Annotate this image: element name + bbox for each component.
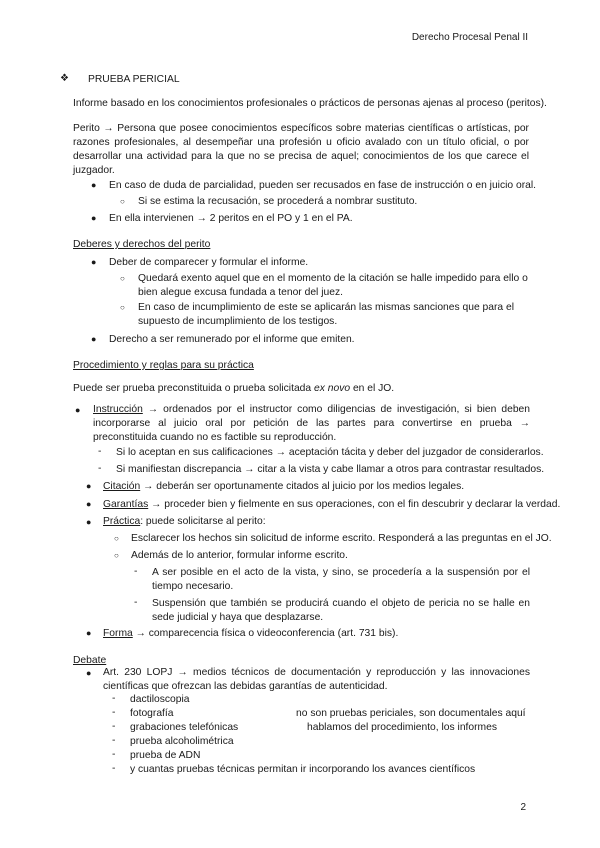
perito-definition: Perito → Persona que posee conocimientos específicos sobre materias científicas o artísticas, por razones profesionales, al desempeñar una profesión u oficio avalado con un título oficial, o por desarrollar una actividad para la que no se precisa de aquel; conocimientos de los que carece el juzgador. [73, 123, 529, 176]
dash-bullet: - [112, 721, 116, 732]
debate-list-item: y cuantas pruebas técnicas permitan ir incorporando los avances científicos [130, 764, 476, 775]
bullet-peritos: En ella intervienen → 2 peritos en el PO y 1 en el PA. [109, 213, 353, 224]
bullet-icon: ● [86, 499, 92, 509]
dash-bullet: - [112, 749, 116, 760]
dash-bullet: - [112, 693, 116, 704]
bullet-icon: ● [86, 517, 92, 527]
intro-paragraph: Informe basado en los conocimientos profesionales o prácticos de personas ajenas al proceso (peritos). [73, 98, 547, 109]
diamond-bullet-icon: ❖ [60, 73, 69, 84]
debate-heading: Debate [73, 655, 107, 666]
practica-item: Práctica: puede solicitarse al perito: [103, 516, 266, 527]
debate-list-item: grabaciones telefónicas [130, 722, 239, 733]
bullet-icon: ● [91, 257, 97, 267]
deberes-heading: Deberes y derechos del perito [73, 239, 211, 250]
forma-item: Forma → comparecencia física o videoconferencia (art. 731 bis). [103, 628, 399, 639]
dash-bullet: - [98, 446, 102, 457]
procedimiento-heading: Procedimiento y reglas para su práctica [73, 360, 254, 371]
circle-bullet-icon: ○ [120, 274, 125, 283]
debate-list-item: dactiloscopia [130, 694, 190, 705]
dash-bullet: - [134, 597, 138, 608]
circle-bullet-icon: ○ [114, 534, 119, 543]
sub-exento: Quedará exento aquel que en el momento de la citación se halle impedido para ello o bien alegue excusa fundada a tenor del juez. [138, 273, 528, 298]
debate-list-item: fotografía [130, 708, 174, 719]
citacion-item: Citación → deberán ser oportunamente citados al juicio por los medios legales. [103, 481, 465, 492]
sub-incumplimiento: En caso de incumplimiento de este se aplicarán las mismas sanciones que para el supuesto de incumplimiento de los testigos. [138, 302, 515, 327]
page-number: 2 [520, 802, 526, 813]
instruccion-item: Instrucción → ordenados por el instructor como diligencias de investigación, si bien deben incorporarse al juicio oral por petición de las partes para convertirse en prueba → preconstituida cuando no es factible su reproducción. [93, 404, 530, 443]
dash-bullet: - [112, 735, 116, 746]
bullet-icon: ● [91, 180, 97, 190]
sub-bullet-sustituto: Si se estima la recusación, se procederá a nombrar sustituto. [138, 196, 418, 207]
instruccion-sub-discrepancia: Si manifiestan discrepancia → citar a la vista y cabe llamar a otros para contrastar resultados. [116, 464, 545, 475]
practica-sub-esclarecer: Esclarecer los hechos sin solicitud de informe escrito. Responderá a las preguntas en el JO. [131, 533, 552, 544]
side-note-line-1: no son pruebas periciales, son documentales aquí [296, 708, 526, 719]
circle-bullet-icon: ○ [120, 303, 125, 312]
dash-bullet: - [112, 707, 116, 718]
deber-comparecer: Deber de comparecer y formular el informe. [109, 257, 309, 268]
debate-list-item: prueba alcoholimétrica [130, 736, 234, 747]
procedimiento-intro: Puede ser prueba preconstituida o prueba solicitada ex novo en el JO. [73, 383, 395, 394]
debate-paragraph: Art. 230 LOPJ → medios técnicos de documentación y reproducción y las innovaciones científicas que ofrezcan las debidas garantías de autenticidad. [103, 667, 530, 692]
practica-sub-suspension: Suspensión que también se producirá cuando el objeto de pericia no se halle en sede judicial y haya que desplazarse. [152, 598, 530, 623]
debate-list-item: prueba de ADN [130, 750, 201, 761]
dash-bullet: - [98, 463, 102, 474]
practica-sub-vista: A ser posible en el acto de la vista, y sino, se procedería a la suspensión por el tiempo necesario. [152, 567, 530, 592]
garantias-item: Garantías → proceder bien y fielmente en sus operaciones, con el fin descubrir y declarar la verdad. [103, 499, 561, 510]
circle-bullet-icon: ○ [120, 197, 125, 206]
instruccion-sub-acepta: Si lo aceptan en sus calificaciones → aceptación tácita y deber del juzgador de considerarlos. [116, 447, 544, 458]
bullet-icon: ● [91, 213, 97, 223]
bullet-recusacion: En caso de duda de parcialidad, pueden ser recusados en fase de instrucción o en juicio oral. [109, 180, 537, 191]
side-note-line-2: hablamos del procedimiento, los informes [307, 722, 498, 733]
bullet-icon: ● [91, 334, 97, 344]
bullet-icon: ● [86, 628, 92, 638]
bullet-icon: ● [86, 668, 92, 678]
circle-bullet-icon: ○ [114, 551, 119, 560]
bullet-icon: ● [75, 405, 81, 415]
bullet-icon: ● [86, 481, 92, 491]
dash-bullet: - [112, 763, 116, 774]
practica-sub-informe: Además de lo anterior, formular informe escrito. [131, 550, 348, 561]
derecho-remunerado: Derecho a ser remunerado por el informe que emiten. [109, 334, 355, 345]
page-header: Derecho Procesal Penal II [411, 32, 528, 43]
dash-bullet: - [134, 566, 138, 577]
section-title: PRUEBA PERICIAL [88, 74, 180, 85]
